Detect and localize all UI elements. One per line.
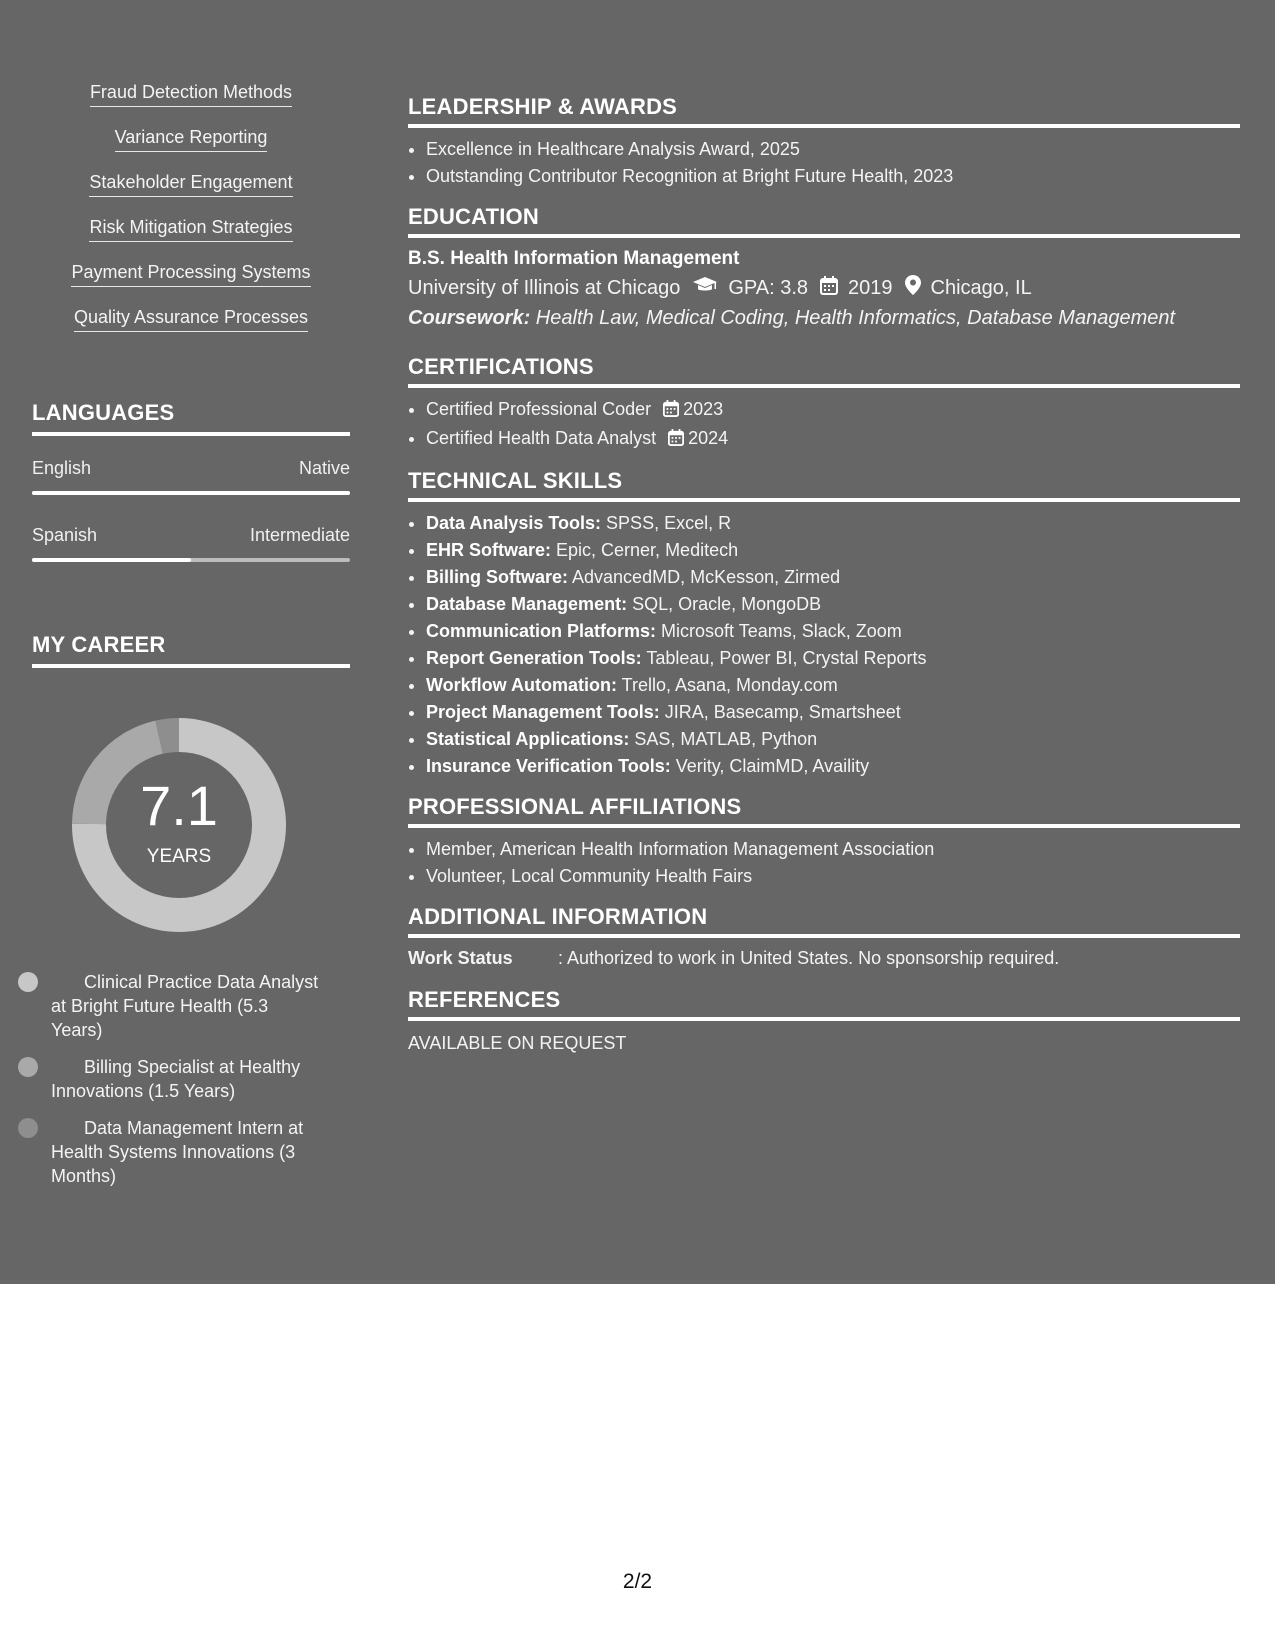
leadership-list bbox=[408, 136, 1240, 190]
career-donut-chart bbox=[66, 712, 292, 938]
affiliations-list bbox=[408, 836, 1240, 890]
work-status-row bbox=[408, 948, 1240, 969]
language-spanish bbox=[32, 525, 350, 562]
legend-dot-icon bbox=[18, 972, 38, 992]
career-total-years: 7.1 bbox=[140, 774, 218, 837]
legend-dot-icon bbox=[18, 1118, 38, 1138]
work-status-label: Work Status bbox=[408, 948, 513, 968]
education-details bbox=[408, 275, 1240, 301]
skill-category: Data Analysis Tools: bbox=[426, 513, 602, 533]
list-item bbox=[426, 699, 1240, 726]
skill-category: Statistical Applications: bbox=[426, 729, 630, 749]
calendar-icon bbox=[668, 427, 684, 454]
skill-tag: Payment Processing Systems bbox=[71, 262, 310, 287]
skill-values: Tableau, Power BI, Crystal Reports bbox=[641, 648, 927, 668]
list-item: • Outstanding Contributor Recognition at Bright Future Health, 2023 bbox=[426, 163, 1240, 190]
skill-values: Microsoft Teams, Slack, Zoom bbox=[656, 621, 902, 641]
coursework-list: Health Law, Medical Coding, Health Informatics, Database Management bbox=[530, 307, 1176, 329]
certification-year: 2024 bbox=[688, 428, 729, 448]
calendar-icon bbox=[663, 398, 679, 425]
right-column bbox=[408, 94, 1240, 1054]
calendar-icon bbox=[820, 276, 838, 301]
list-item bbox=[426, 618, 1240, 645]
list-item bbox=[32, 262, 350, 307]
career-item-text: Clinical Practice Data Analyst at Bright Future Health (5.3 Years) bbox=[51, 972, 319, 1040]
skill-tag: Fraud Detection Methods bbox=[90, 82, 292, 107]
education-heading: EDUCATION bbox=[408, 204, 1240, 238]
list-item bbox=[426, 726, 1240, 753]
gpa: GPA: 3.8 bbox=[728, 276, 809, 299]
language-level: Native bbox=[298, 458, 350, 478]
career-list bbox=[32, 970, 321, 1188]
language-english bbox=[32, 458, 350, 495]
career-item bbox=[51, 970, 321, 1042]
list-item: • Volunteer, Local Community Health Fairs bbox=[426, 863, 1240, 890]
list-item bbox=[426, 591, 1240, 618]
list-item bbox=[32, 82, 350, 127]
left-column bbox=[32, 82, 350, 1201]
language-name: English bbox=[32, 458, 92, 478]
list-item bbox=[426, 510, 1240, 537]
legend-dot-icon bbox=[18, 1057, 38, 1077]
technical-skills-list bbox=[408, 510, 1240, 780]
degree-title: B.S. Health Information Management bbox=[408, 248, 740, 269]
references-heading: REFERENCES bbox=[408, 987, 1240, 1021]
certification-name: Certified Health Data Analyst bbox=[426, 428, 657, 448]
skill-values: SPSS, Excel, R bbox=[601, 513, 732, 533]
certifications-list bbox=[408, 396, 1240, 454]
certification-name: Certified Professional Coder bbox=[426, 399, 652, 419]
coursework-label: Coursework: bbox=[408, 307, 531, 329]
location-pin-icon bbox=[905, 275, 921, 301]
list-item: • Member, American Health Information Management Association bbox=[426, 836, 1240, 863]
graduation-cap-icon bbox=[692, 276, 718, 300]
career-item-text: Billing Specialist at Healthy Innovations (1.5 Years) bbox=[51, 1057, 301, 1101]
languages-heading: LANGUAGES bbox=[32, 400, 350, 436]
skills-list bbox=[32, 82, 350, 352]
skill-values: AdvancedMD, McKesson, Zirmed bbox=[568, 567, 841, 587]
language-level: Intermediate bbox=[249, 525, 350, 545]
skill-category: Communication Platforms: bbox=[426, 621, 657, 641]
additional-info-heading: ADDITIONAL INFORMATION bbox=[408, 904, 1240, 938]
list-item bbox=[32, 307, 350, 352]
certifications-heading: CERTIFICATIONS bbox=[408, 354, 1240, 388]
list-item: • Excellence in Healthcare Analysis Award, 2025 bbox=[426, 136, 1240, 163]
technical-skills-heading: TECHNICAL SKILLS bbox=[408, 468, 1240, 502]
skill-values: Verity, ClaimMD, Availity bbox=[670, 756, 870, 776]
list-item bbox=[32, 127, 350, 172]
skill-category: Workflow Automation: bbox=[426, 675, 617, 695]
list-item bbox=[426, 425, 1240, 454]
language-level-fill bbox=[32, 558, 191, 562]
list-item bbox=[426, 537, 1240, 564]
skill-values: JIRA, Basecamp, Smartsheet bbox=[659, 702, 901, 722]
skill-tag: Quality Assurance Processes bbox=[74, 307, 308, 332]
language-level-fill bbox=[32, 491, 350, 495]
list-item bbox=[426, 396, 1240, 425]
skill-category: Insurance Verification Tools: bbox=[426, 756, 671, 776]
language-name: Spanish bbox=[32, 525, 98, 545]
career-heading: MY CAREER bbox=[32, 632, 350, 668]
list-item bbox=[426, 645, 1240, 672]
skill-category: Project Management Tools: bbox=[426, 702, 660, 722]
work-status-value: : Authorized to work in United States. No sponsorship required. bbox=[558, 948, 1060, 968]
certification-year: 2023 bbox=[683, 399, 724, 419]
skill-category: Report Generation Tools: bbox=[426, 648, 642, 668]
language-level-bar bbox=[32, 491, 350, 495]
list-item bbox=[426, 564, 1240, 591]
career-item-text: Data Management Intern at Health Systems Innovations (3 Months) bbox=[51, 1118, 304, 1186]
skill-tag: Risk Mitigation Strategies bbox=[89, 217, 292, 242]
page-number: 2/2 bbox=[622, 1570, 653, 1593]
career-item bbox=[51, 1055, 321, 1103]
skill-category: Billing Software: bbox=[426, 567, 569, 587]
coursework bbox=[408, 307, 1240, 330]
skill-tag: Variance Reporting bbox=[115, 127, 268, 152]
language-level-bar bbox=[32, 558, 350, 562]
list-item bbox=[426, 672, 1240, 699]
list-item bbox=[426, 753, 1240, 780]
affiliations-heading: PROFESSIONAL AFFILIATIONS bbox=[408, 794, 1240, 828]
school-name: University of Illinois at Chicago bbox=[408, 276, 681, 299]
list-item bbox=[32, 172, 350, 217]
skill-values: Trello, Asana, Monday.com bbox=[616, 675, 838, 695]
school-location: Chicago, IL bbox=[930, 276, 1032, 299]
skill-values: SQL, Oracle, MongoDB bbox=[627, 594, 822, 614]
skill-tag: Stakeholder Engagement bbox=[89, 172, 292, 197]
skill-values: Epic, Cerner, Meditech bbox=[551, 540, 739, 560]
graduation-year: 2019 bbox=[848, 276, 893, 299]
skill-category: EHR Software: bbox=[426, 540, 552, 560]
skill-values: SAS, MATLAB, Python bbox=[629, 729, 818, 749]
leadership-heading: LEADERSHIP & AWARDS bbox=[408, 94, 1240, 128]
skill-category: Database Management: bbox=[426, 594, 628, 614]
references-text: AVAILABLE ON REQUEST bbox=[408, 1033, 627, 1053]
career-years-label: YEARS bbox=[146, 846, 212, 867]
list-item bbox=[32, 217, 350, 262]
career-item bbox=[51, 1116, 321, 1188]
